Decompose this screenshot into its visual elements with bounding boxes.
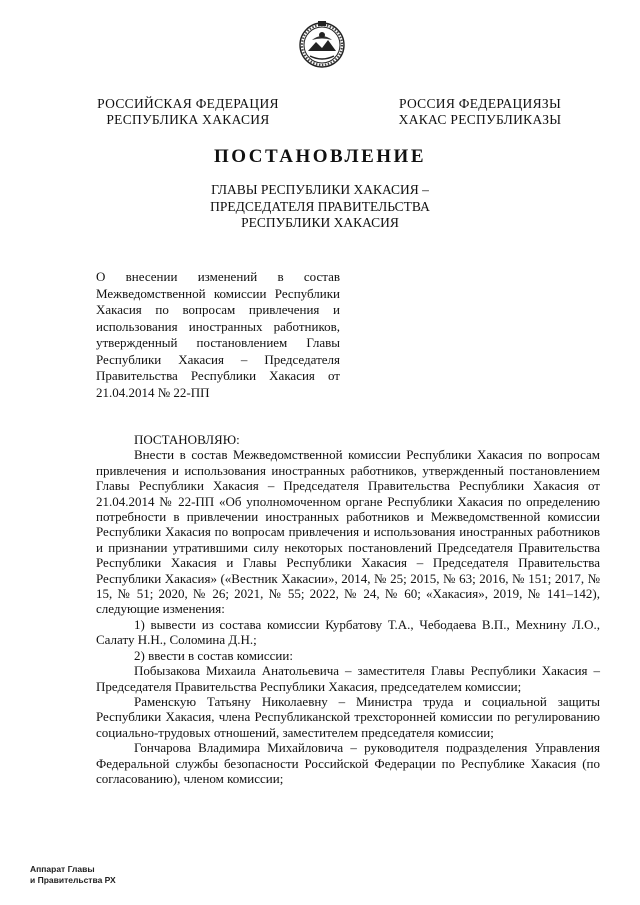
stamp-line1: Аппарат Главы xyxy=(30,864,95,874)
member-paragraph-3: Гончарова Владимира Михайловича – руководителя подразделения Управления Федеральной службы безопасности Российской Федерации по Республике Хакасия (по согласованию), членом комиссии; xyxy=(96,740,600,786)
header-right-line2: ХАКАС РЕСПУБЛИКАЗЫ xyxy=(398,112,562,127)
document-subtitle xyxy=(0,182,640,232)
member-paragraph-1: Побызакова Михаила Анатольевича – заместителя Главы Республики Хакасия – Председателя Правительства Республики Хакасия, председателем комиссии; xyxy=(96,663,600,694)
subtitle-line3: РЕСПУБЛИКИ ХАКАСИЯ xyxy=(241,215,399,230)
about-block: О внесении изменений в состав Межведомственной комиссии Республики Хакасия по вопросам привлечения и использования иностранных работников, утвержденный постановлением Главы Республики Хакасия – Председателя Правительства Республики Хакасия от 21.04.2014 № 22-ПП xyxy=(96,269,340,400)
decree-word: ПОСТАНОВЛЯЮ: xyxy=(134,432,240,447)
document-title: ПОСТАНОВЛЕНИЕ xyxy=(213,146,427,167)
header-left-line2: РЕСПУБЛИКА ХАКАСИЯ xyxy=(106,112,270,127)
subtitle-line2: ПРЕДСЕДАТЕЛЯ ПРАВИТЕЛЬСТВА xyxy=(210,198,430,214)
header-right-line1: РОССИЯ ФЕДЕРАЦИЯЗЫ xyxy=(398,96,562,111)
header-left xyxy=(88,96,288,128)
subtitle-line1: ГЛАВЫ РЕСПУБЛИКИ ХАКАСИЯ – xyxy=(211,182,429,197)
list-item-1: 1) вывести из состава комиссии Курбатову Т.А., Чебодаева В.П., Мехнину Л.О., Салату Н.Н., Соломина Д.Н.; xyxy=(96,616,600,648)
coat-of-arms-emblem xyxy=(296,18,348,70)
header-left-line1: РОССИЙСКАЯ ФЕДЕРАЦИЯ xyxy=(97,96,279,111)
list-item-2: 2) ввести в состав комиссии: xyxy=(134,647,293,663)
header-right xyxy=(380,96,580,128)
document-body xyxy=(96,432,600,786)
office-stamp xyxy=(30,864,116,886)
member-paragraph-2: Раменскую Татьяну Николаевну – Министра труда и социальной защиты Республики Хакасия, члена Республиканской трехсторонней комиссии по регулированию социально-трудовых отношений, заместителем председателя комиссии; xyxy=(96,693,600,740)
body-paragraph: Внести в состав Межведомственной комиссии Республики Хакасия по вопросам привлечения и использования иностранных работников, утвержденный постановлением Главы Республики Хакасия – Председателя Правительства Республики Хакасия от 21.04.2014 № 22-ПП «Об уполномоченном органе Республики Хакасия по определению потребности в привлечении иностранных работников и Межведомственной комиссии Республики Хакасия по вопросам привлечения и использования иностранных работников и признании утратившими силу некоторых постановлений Председателя Правительства Республики Хакасия и Главы Республики Хакасия – Председателя Правительства Республики Хакасия» («Вестник Хакасии», 2014, № 25; 2015, № 63; 2016, № 151; 2017, № 15, № 51; 2020, № 26; 2021, № 55; 2022, № 24, № 60; «Хакасия», 2019, № 141–142), следующие изменения: xyxy=(96,447,600,617)
stamp-line2: и Правительства РХ xyxy=(30,875,116,885)
